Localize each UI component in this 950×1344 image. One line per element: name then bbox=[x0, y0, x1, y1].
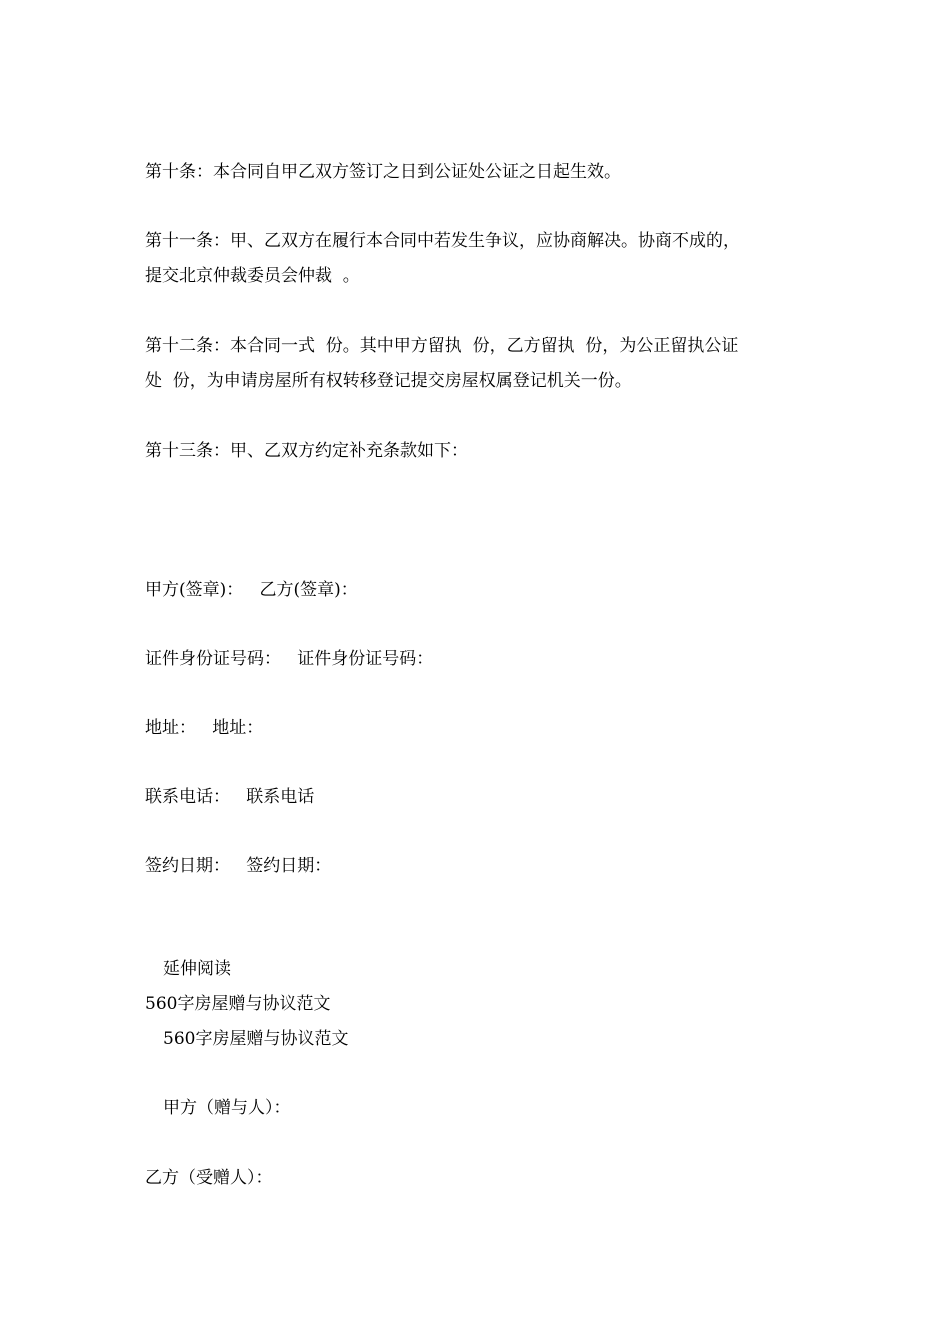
address-line: 地址： 地址： bbox=[145, 718, 264, 738]
extended-reading-link[interactable]: 560字房屋赠与协议范文 bbox=[145, 994, 331, 1014]
article-11-line-2: 提交北京仲裁委员会仲裁 。 bbox=[145, 266, 360, 286]
agreement-title: 560字房屋赠与协议范文 bbox=[163, 1029, 349, 1049]
article-11-line-1: 第十一条：甲、乙双方在履行本合同中若发生争议，应协商解决。协商不成的， bbox=[145, 231, 740, 251]
sign-date-line: 签约日期： 签约日期： bbox=[145, 856, 332, 876]
article-10: 第十条：本合同自甲乙双方签订之日到公证处公证之日起生效。 bbox=[145, 162, 621, 182]
signature-line: 甲方(签章)： 乙方(签章)： bbox=[145, 580, 358, 600]
article-13: 第十三条：甲、乙双方约定补充条款如下： bbox=[145, 441, 468, 461]
article-12-line-2: 处 份，为申请房屋所有权转移登记提交房屋权属登记机关一份。 bbox=[145, 371, 632, 391]
extended-reading-heading: 延伸阅读 bbox=[163, 959, 231, 979]
id-number-line: 证件身份证号码： 证件身份证号码： bbox=[145, 649, 434, 669]
article-12-line-1: 第十二条：本合同一式 份。其中甲方留执 份，乙方留执 份，为公正留执公证 bbox=[145, 336, 739, 356]
phone-line: 联系电话： 联系电话 bbox=[145, 787, 315, 807]
party-a-donor: 甲方（赠与人）： bbox=[163, 1098, 291, 1118]
party-b-donee: 乙方（受赠人）： bbox=[145, 1168, 273, 1188]
